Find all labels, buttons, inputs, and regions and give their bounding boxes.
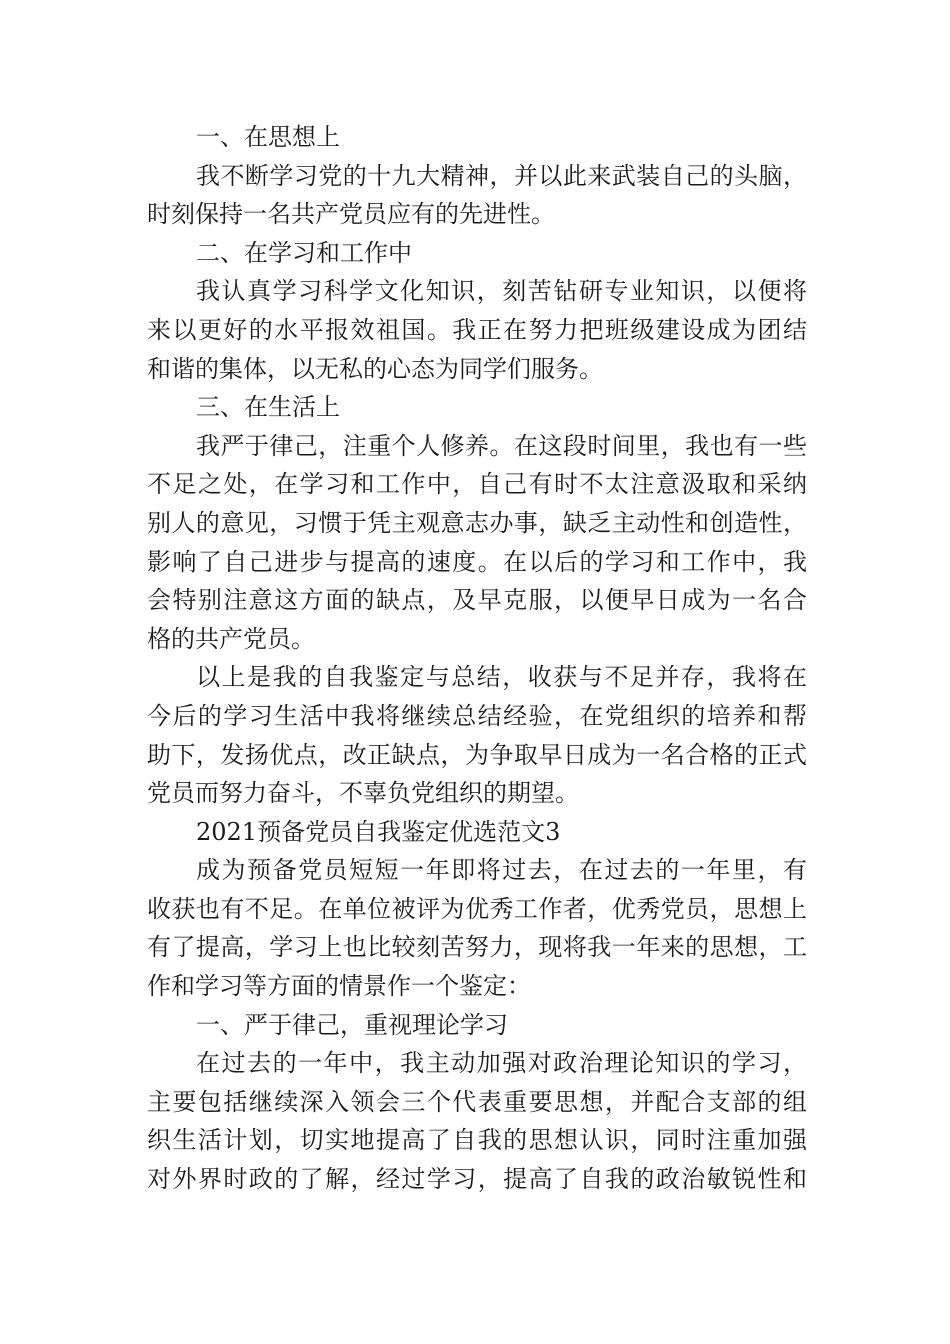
text-line: 党员而努力奋斗，不辜负党组织的期望。 bbox=[147, 779, 579, 808]
text-line: 会特别注意这方面的缺点，及早克服，以便早日成为一名合 bbox=[147, 586, 807, 615]
text-line: 影响了自己进步与提高的速度。在以后的学习和工作中，我 bbox=[147, 547, 807, 576]
text-line: 助下，发扬优点，改正缺点，为争取早日成为一名合格的正式 bbox=[147, 740, 807, 769]
text-line: 二、在学习和工作中 bbox=[196, 238, 412, 267]
text-line: 来以更好的水平报效祖国。我正在努力把班级建设成为团结 bbox=[147, 315, 807, 344]
text-line: 别人的意见，习惯于凭主观意志办事，缺乏主动性和创造性， bbox=[147, 508, 807, 537]
text-line: 我不断学习党的十九大精神，并以此来武装自己的头脑， bbox=[196, 161, 807, 190]
text-line: 时刻保持一名共产党员应有的先进性。 bbox=[147, 200, 555, 229]
text-line: 在过去的一年中，我主动加强对政治理论知识的学习， bbox=[196, 1049, 807, 1078]
document-page bbox=[147, 118, 807, 1199]
text-line: 成为预备党员短短一年即将过去，在过去的一年里，有 bbox=[196, 856, 807, 885]
text-line: 以上是我的自我鉴定与总结，收获与不足并存，我将在 bbox=[196, 663, 807, 692]
text-line: 有了提高，学习上也比较刻苦努力，现将我一年来的思想，工 bbox=[147, 933, 807, 962]
text-line: 收获也有不足。在单位被评为优秀工作者，优秀党员，思想上 bbox=[147, 894, 807, 923]
text-line: 主要包括继续深入领会三个代表重要思想，并配合支部的组 bbox=[147, 1087, 807, 1116]
text-line: 三、在生活上 bbox=[196, 393, 340, 422]
text-line: 作和学习等方面的情景作一个鉴定： bbox=[147, 972, 531, 1001]
text-line: 一、严于律己，重视理论学习 bbox=[196, 1010, 508, 1039]
text-line: 格的共产党员。 bbox=[147, 624, 315, 653]
text-line: 我认真学习科学文化知识，刻苦钻研专业知识，以便将 bbox=[196, 277, 807, 306]
text-line: 和谐的集体，以无私的心态为同学们服务。 bbox=[147, 354, 603, 383]
text-line: 织生活计划，切实地提高了自我的思想认识，同时注重加强 bbox=[147, 1126, 807, 1155]
text-line: 一、在思想上 bbox=[196, 123, 340, 151]
text-line: 2021预备党员自我鉴定优选范文3 bbox=[196, 817, 561, 846]
text-line: 对外界时政的了解，经过学习，提高了自我的政治敏锐性和 bbox=[147, 1165, 807, 1194]
text-line: 我严于律己，注重个人修养。在这段时间里，我也有一些 bbox=[196, 431, 807, 460]
text-line: 今后的学习生活中我将继续总结经验，在党组织的培养和帮 bbox=[147, 701, 807, 730]
text-line: 不足之处，在学习和工作中，自己有时不太注意汲取和采纳 bbox=[147, 470, 807, 499]
